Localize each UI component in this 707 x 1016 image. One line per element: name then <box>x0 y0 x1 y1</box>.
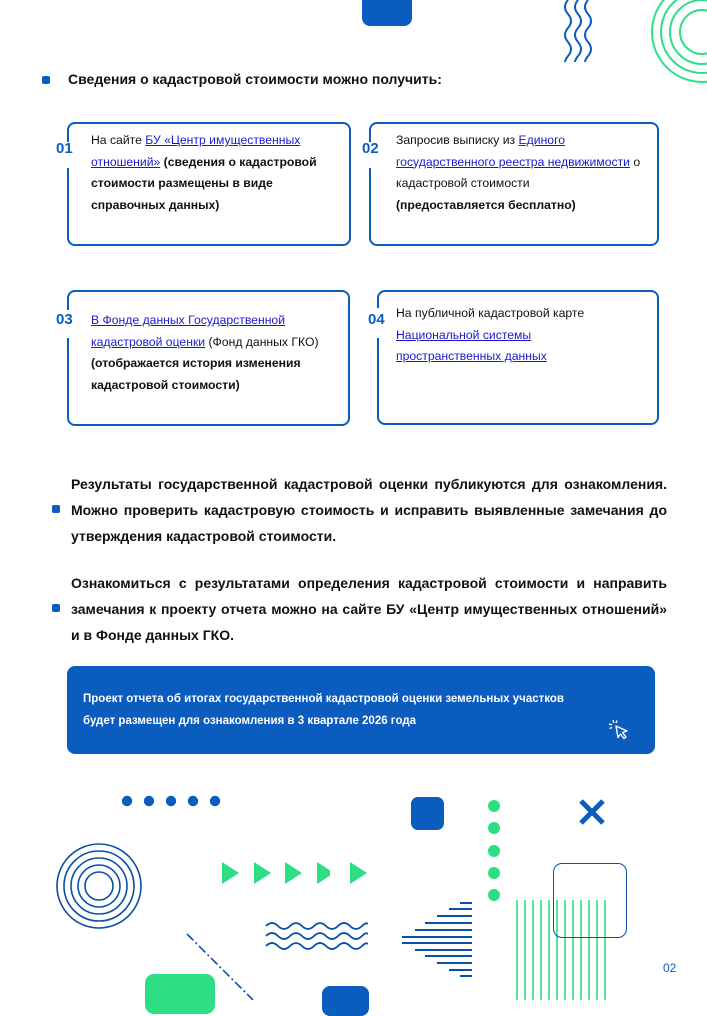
card-number-03: 03 <box>56 311 73 328</box>
card-text-01 <box>91 130 339 216</box>
cursor-click-icon <box>607 718 631 742</box>
decor-blue-dots-row <box>118 794 228 808</box>
decor-blue-rounded-square-bottom <box>322 986 369 1016</box>
card-suffix: о кадастровой стоимости <box>396 154 641 190</box>
decor-green-triangles <box>220 860 330 886</box>
card-note: (отображается история изменения кадастровой стоимости) <box>91 356 301 392</box>
card-text-04 <box>396 303 646 368</box>
decor-blue-rounded-square <box>411 797 444 830</box>
card-text-02 <box>396 130 654 216</box>
banner-text <box>83 688 564 732</box>
close-x-icon <box>578 798 606 826</box>
card-number-01: 01 <box>56 140 73 157</box>
decor-green-triangle-5 <box>349 860 369 886</box>
decor-concentric-circles-blue <box>55 842 145 932</box>
heading-bullet <box>42 76 50 84</box>
card-suffix: (Фонд данных ГКО) <box>205 334 319 349</box>
card-text-03 <box>91 310 347 396</box>
link-gko-fund[interactable]: В Фонде данных Государственной кадастровой оценки <box>91 313 286 349</box>
card-number-02: 02 <box>362 140 379 157</box>
paragraph-results: Результаты государственной кадастровой оценки публикуются для ознакомления. Можно проверить кадастровую стоимость и исправить выявленные замечания до утверждения кадастровой стоимости. <box>71 476 667 544</box>
decor-wavy-lines-bottom <box>264 921 368 955</box>
announcement-banner[interactable] <box>67 666 655 754</box>
card-number-04: 04 <box>368 311 385 328</box>
decor-green-dots-column <box>486 798 502 918</box>
section-heading: Сведения о кадастровой стоимости можно получить: <box>68 71 442 87</box>
page-number: 02 <box>663 961 677 975</box>
decor-outline-rounded-square <box>553 863 627 938</box>
paragraph-bullet-2 <box>52 604 60 612</box>
decor-green-rounded-square <box>145 974 215 1014</box>
banner-line-2: будет размещен для ознакомления в 3 квартале 2026 года <box>83 715 417 727</box>
paragraph-bullet-1 <box>52 505 60 513</box>
card-note: (предоставляется бесплатно) <box>396 197 576 212</box>
card-prefix: Запросив выписку из <box>396 133 519 147</box>
link-nspd[interactable]: Национальной системы пространственных данных <box>396 327 547 363</box>
card-prefix: На публичной кадастровой карте <box>396 306 585 320</box>
decor-blue-square-top <box>362 0 412 26</box>
decor-concentric-circles-green <box>630 0 707 90</box>
decor-horizontal-lines <box>402 900 474 998</box>
paragraph-review: Ознакомиться с результатами определения кадастровой стоимости и направить замечания к проекту отчета можно на сайте БУ «Центр имущественных отношений» и в Фонде данных ГКО. <box>71 575 667 643</box>
card-prefix: На сайте <box>91 133 146 147</box>
banner-line-1: Проект отчета об итогах государственной кадастровой оценки земельных участков <box>83 693 564 705</box>
link-egrn[interactable]: Единого государственного реестра недвижимости <box>396 133 630 169</box>
decor-wavy-lines-top <box>560 0 596 62</box>
card-suffix: (сведения о кадастровой стоимости размещены в виде справочных данных) <box>91 154 317 212</box>
link-center-property-relations[interactable]: БУ «Центр имущественных отношений» <box>91 133 301 169</box>
